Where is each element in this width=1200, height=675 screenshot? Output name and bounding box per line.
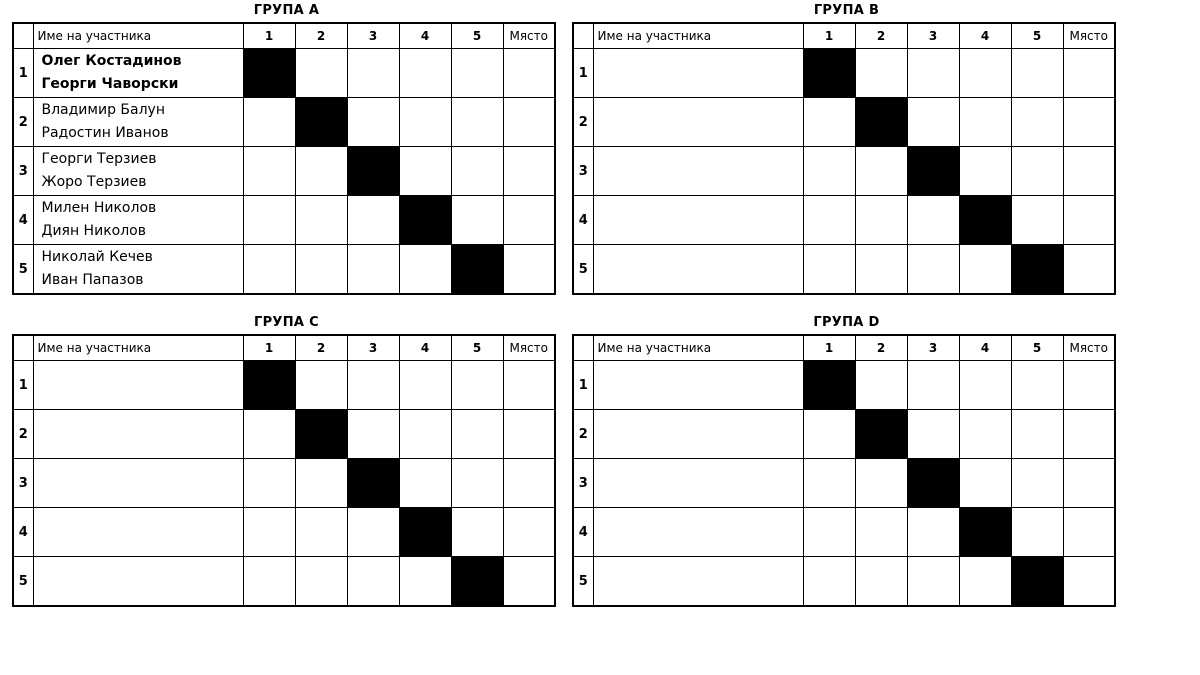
result-cell [347, 361, 399, 410]
result-cell [803, 508, 855, 557]
participant-names [593, 459, 803, 508]
header-row [573, 23, 1115, 49]
player-one-name: Милен Николов [41, 200, 157, 216]
result-cell [295, 361, 347, 410]
blocked-cell [295, 98, 347, 147]
participant-names [33, 147, 243, 196]
header-round-3: 3 [347, 23, 399, 49]
result-cell [295, 196, 347, 245]
result-cell [347, 196, 399, 245]
table-row [573, 147, 1115, 196]
result-cell [347, 508, 399, 557]
player-one-name: Николай Кечев [41, 249, 153, 265]
result-cell [451, 196, 503, 245]
header-round-5: 5 [451, 335, 503, 361]
blocked-cell [907, 147, 959, 196]
result-cell [243, 557, 295, 607]
row-number: 4 [13, 508, 33, 557]
result-cell [907, 98, 959, 147]
header-round-4: 4 [959, 23, 1011, 49]
result-cell [295, 245, 347, 295]
blocked-cell [959, 508, 1011, 557]
blocked-cell [451, 245, 503, 295]
blocked-cell [855, 98, 907, 147]
result-cell [243, 508, 295, 557]
result-cell [295, 508, 347, 557]
header-round-2: 2 [295, 23, 347, 49]
result-cell [803, 557, 855, 607]
result-cell [803, 196, 855, 245]
place-cell [1063, 410, 1115, 459]
blocked-cell [243, 361, 295, 410]
group-table [572, 334, 1116, 607]
group-title: ГРУПА С [254, 315, 319, 330]
result-cell [399, 361, 451, 410]
result-cell [855, 557, 907, 607]
place-cell [1063, 98, 1115, 147]
place-cell [503, 147, 555, 196]
result-cell [855, 196, 907, 245]
blocked-cell [295, 410, 347, 459]
blocked-cell [1011, 557, 1063, 607]
place-cell [503, 361, 555, 410]
header-round-3: 3 [347, 335, 399, 361]
header-place: Място [1063, 23, 1115, 49]
table-row [573, 49, 1115, 98]
table-row [13, 361, 555, 410]
table-row [573, 410, 1115, 459]
result-cell [243, 98, 295, 147]
participant-names [33, 459, 243, 508]
row-number: 2 [13, 410, 33, 459]
result-cell [399, 49, 451, 98]
header-place: Място [503, 335, 555, 361]
result-cell [1011, 98, 1063, 147]
result-cell [959, 245, 1011, 295]
place-cell [1063, 459, 1115, 508]
blocked-cell [959, 196, 1011, 245]
header-row [573, 335, 1115, 361]
header-round-1: 1 [243, 335, 295, 361]
header-round-4: 4 [959, 335, 1011, 361]
blocked-cell [451, 557, 503, 607]
header-row [13, 23, 555, 49]
row-number: 5 [13, 245, 33, 295]
player-one-name: Георги Терзиев [41, 151, 157, 167]
result-cell [907, 557, 959, 607]
blocked-cell [855, 410, 907, 459]
result-cell [907, 508, 959, 557]
row-number: 4 [573, 508, 593, 557]
blocked-cell [803, 361, 855, 410]
row-number: 3 [573, 459, 593, 508]
header-round-1: 1 [803, 335, 855, 361]
participant-names [593, 361, 803, 410]
header-round-2: 2 [855, 335, 907, 361]
result-cell [451, 508, 503, 557]
blocked-cell [803, 49, 855, 98]
result-cell [347, 49, 399, 98]
place-cell [503, 508, 555, 557]
row-number: 4 [573, 196, 593, 245]
result-cell [1011, 49, 1063, 98]
player-one-name: Владимир Балун [41, 102, 165, 118]
participant-names [33, 361, 243, 410]
result-cell [803, 245, 855, 295]
result-cell [907, 361, 959, 410]
result-cell [1011, 410, 1063, 459]
player-two-name: Жоро Терзиев [41, 174, 147, 190]
participant-names [593, 245, 803, 295]
header-round-5: 5 [1011, 335, 1063, 361]
table-row [573, 508, 1115, 557]
result-cell [959, 361, 1011, 410]
header-index-cell [573, 23, 593, 49]
table-row [13, 49, 555, 98]
place-cell [1063, 245, 1115, 295]
group-table [12, 334, 556, 607]
place-cell [1063, 147, 1115, 196]
row-number: 5 [573, 557, 593, 607]
header-index-cell [13, 23, 33, 49]
participant-names [33, 508, 243, 557]
result-cell [399, 459, 451, 508]
result-cell [451, 49, 503, 98]
header-index-cell [13, 335, 33, 361]
result-cell [295, 459, 347, 508]
participant-names [33, 49, 243, 98]
result-cell [1011, 196, 1063, 245]
participant-names [33, 98, 243, 147]
result-cell [855, 49, 907, 98]
participant-names [33, 196, 243, 245]
header-round-1: 1 [803, 23, 855, 49]
participant-names [33, 557, 243, 607]
result-cell [959, 147, 1011, 196]
result-cell [855, 508, 907, 557]
player-two-name: Георги Чаворски [41, 76, 179, 92]
place-cell [503, 196, 555, 245]
table-row [573, 245, 1115, 295]
participant-names [593, 98, 803, 147]
table-row [13, 508, 555, 557]
result-cell [855, 459, 907, 508]
table-row [13, 459, 555, 508]
result-cell [803, 410, 855, 459]
row-number: 4 [13, 196, 33, 245]
result-cell [907, 49, 959, 98]
place-cell [1063, 557, 1115, 607]
header-name: Име на участника [593, 335, 803, 361]
row-number: 3 [13, 147, 33, 196]
row-number: 2 [573, 98, 593, 147]
result-cell [959, 98, 1011, 147]
table-row [13, 557, 555, 607]
header-round-4: 4 [399, 23, 451, 49]
participant-names [593, 557, 803, 607]
player-two-name: Радостин Иванов [41, 125, 169, 141]
row-number: 5 [573, 245, 593, 295]
result-cell [295, 147, 347, 196]
result-cell [803, 459, 855, 508]
row-number: 1 [13, 49, 33, 98]
group-title: ГРУПА А [253, 3, 320, 18]
place-cell [1063, 49, 1115, 98]
result-cell [347, 98, 399, 147]
row-number: 2 [573, 410, 593, 459]
table-row [13, 98, 555, 147]
place-cell [1063, 361, 1115, 410]
blocked-cell [347, 147, 399, 196]
result-cell [959, 459, 1011, 508]
row-number: 1 [573, 49, 593, 98]
result-cell [907, 196, 959, 245]
result-cell [907, 245, 959, 295]
place-cell [503, 245, 555, 295]
place-cell [1063, 196, 1115, 245]
place-cell [503, 557, 555, 607]
table-row [13, 410, 555, 459]
header-round-2: 2 [855, 23, 907, 49]
row-number: 1 [573, 361, 593, 410]
row-number: 3 [573, 147, 593, 196]
result-cell [243, 245, 295, 295]
table-row [573, 459, 1115, 508]
table-row [573, 361, 1115, 410]
header-name: Име на участника [33, 335, 243, 361]
result-cell [451, 98, 503, 147]
result-cell [451, 361, 503, 410]
result-cell [855, 245, 907, 295]
row-number: 3 [13, 459, 33, 508]
result-cell [855, 147, 907, 196]
result-cell [243, 196, 295, 245]
place-cell [1063, 508, 1115, 557]
participant-names [33, 410, 243, 459]
group-table [12, 22, 556, 295]
result-cell [399, 557, 451, 607]
participant-names [593, 49, 803, 98]
place-cell [503, 49, 555, 98]
place-cell [503, 98, 555, 147]
group-table [572, 22, 1116, 295]
result-cell [1011, 508, 1063, 557]
result-cell [1011, 459, 1063, 508]
result-cell [803, 147, 855, 196]
header-name: Име на участника [33, 23, 243, 49]
result-cell [959, 49, 1011, 98]
header-name: Име на участника [593, 23, 803, 49]
result-cell [959, 557, 1011, 607]
result-cell [399, 147, 451, 196]
blocked-cell [907, 459, 959, 508]
result-cell [243, 147, 295, 196]
header-place: Място [503, 23, 555, 49]
result-cell [907, 410, 959, 459]
blocked-cell [243, 49, 295, 98]
result-cell [399, 245, 451, 295]
result-cell [347, 245, 399, 295]
table-row [13, 196, 555, 245]
participant-names [593, 508, 803, 557]
result-cell [295, 49, 347, 98]
result-cell [399, 98, 451, 147]
row-number: 2 [13, 98, 33, 147]
header-place: Място [1063, 335, 1115, 361]
result-cell [959, 410, 1011, 459]
header-round-3: 3 [907, 23, 959, 49]
player-two-name: Диян Николов [41, 223, 146, 239]
result-cell [803, 98, 855, 147]
result-cell [295, 557, 347, 607]
result-cell [451, 410, 503, 459]
table-row [573, 98, 1115, 147]
result-cell [1011, 147, 1063, 196]
header-round-5: 5 [451, 23, 503, 49]
result-cell [451, 147, 503, 196]
table-row [13, 147, 555, 196]
player-one-name: Олег Костадинов [41, 53, 182, 69]
blocked-cell [347, 459, 399, 508]
header-index-cell [573, 335, 593, 361]
table-row [573, 196, 1115, 245]
row-number: 1 [13, 361, 33, 410]
header-row [13, 335, 555, 361]
result-cell [399, 410, 451, 459]
result-cell [855, 361, 907, 410]
result-cell [347, 557, 399, 607]
participant-names [33, 245, 243, 295]
participant-names [593, 196, 803, 245]
result-cell [347, 410, 399, 459]
row-number: 5 [13, 557, 33, 607]
place-cell [503, 459, 555, 508]
group-title: ГРУПА D [813, 315, 880, 330]
header-round-1: 1 [243, 23, 295, 49]
result-cell [243, 459, 295, 508]
blocked-cell [399, 508, 451, 557]
participant-names [593, 147, 803, 196]
header-round-5: 5 [1011, 23, 1063, 49]
result-cell [451, 459, 503, 508]
participant-names [593, 410, 803, 459]
table-row [13, 245, 555, 295]
header-round-2: 2 [295, 335, 347, 361]
group-title: ГРУПА В [813, 3, 880, 18]
result-cell [243, 410, 295, 459]
table-row [573, 557, 1115, 607]
header-round-4: 4 [399, 335, 451, 361]
place-cell [503, 410, 555, 459]
blocked-cell [399, 196, 451, 245]
header-round-3: 3 [907, 335, 959, 361]
player-two-name: Иван Папазов [41, 272, 144, 288]
blocked-cell [1011, 245, 1063, 295]
result-cell [1011, 361, 1063, 410]
